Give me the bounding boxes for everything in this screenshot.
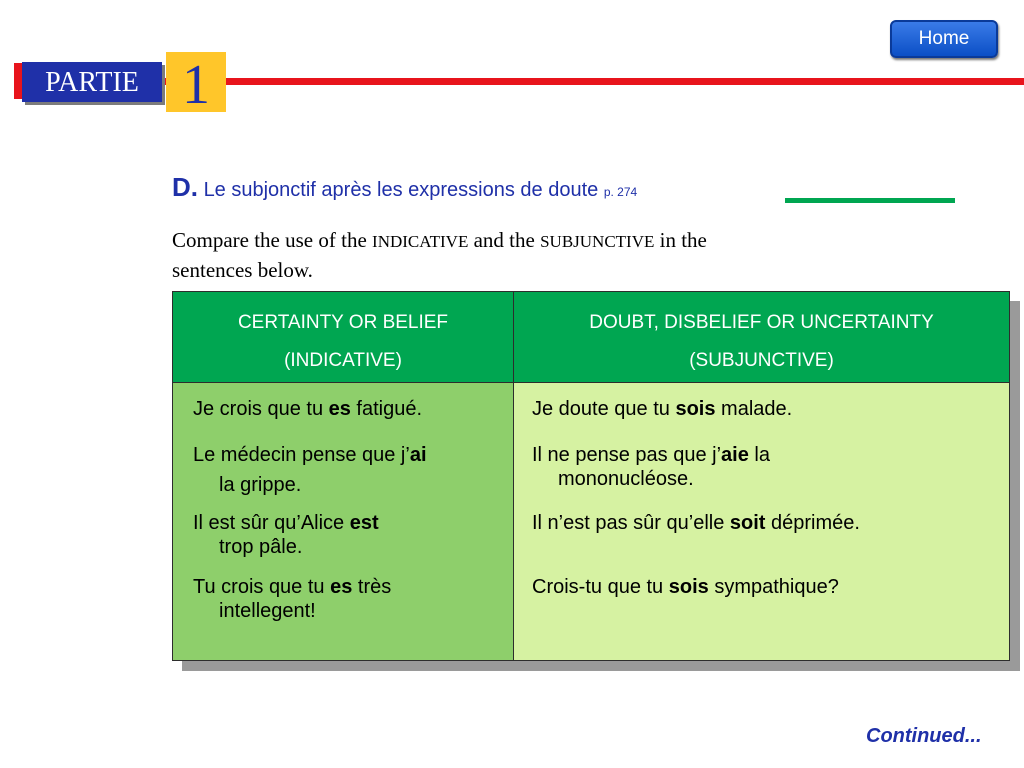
intro-part: and the xyxy=(468,228,541,252)
sentence-item: Il ne pense pas que j’aie la mononucléose. xyxy=(532,444,770,490)
sentence-item: Il est sûr qu’Alice est trop pâle. xyxy=(193,512,379,558)
header-doubt xyxy=(514,292,1009,383)
sentence-item: Je doute que tu sois malade. xyxy=(532,398,793,420)
partie-label: PARTIE xyxy=(45,67,139,98)
partie-number: 1 xyxy=(166,52,226,112)
sentence-item: Je crois que tu es fatigué. xyxy=(193,398,423,420)
page-reference: p. 274 xyxy=(603,185,638,199)
sentence-item: Il n’est pas sûr qu’elle soit déprimée. xyxy=(532,512,860,534)
sentence-continuation: la grippe. xyxy=(219,474,302,496)
verb: sois xyxy=(668,576,709,598)
sentence-continuation: trop pâle. xyxy=(219,536,303,558)
sentence-item: Le médecin pense que j’ai la grippe. xyxy=(193,444,427,496)
header-line: (SUBJUNCTIVE) xyxy=(689,350,834,371)
section-title xyxy=(172,172,637,203)
sentence-item: Tu crois que tu es très intellegent! xyxy=(193,576,392,622)
sentence-continuation: intellegent! xyxy=(219,600,316,622)
home-button[interactable]: Home xyxy=(890,20,998,58)
verb: ai xyxy=(409,444,427,466)
header-red-rule-end xyxy=(14,63,22,99)
intro-indicative: INDICATIVE xyxy=(372,232,469,251)
intro-part: sentences below. xyxy=(172,258,313,282)
verb: es xyxy=(330,576,353,598)
intro-subjunctive: SUBJUNCTIVE xyxy=(540,232,655,251)
comparison-table xyxy=(172,291,1010,661)
continued-link[interactable]: Continued... xyxy=(866,725,982,747)
verb: est xyxy=(349,512,379,534)
fill-in-blank-line xyxy=(785,198,955,203)
sentence-item: Crois-tu que tu sois sympathique? xyxy=(532,576,839,598)
section-letter: D. xyxy=(172,172,198,202)
header-line: DOUBT, DISBELIEF OR UNCERTAINTY xyxy=(589,312,934,333)
subjunctive-column xyxy=(514,383,1009,660)
intro-text xyxy=(172,226,872,285)
verb: sois xyxy=(675,398,716,420)
verb: es xyxy=(328,398,351,420)
indicative-column xyxy=(173,383,514,660)
header-certainty xyxy=(173,292,514,383)
sentence-continuation: mononucléose. xyxy=(558,468,694,490)
header-line: (INDICATIVE) xyxy=(284,350,402,371)
intro-part: in the xyxy=(654,228,707,252)
intro-part: Compare the use of the xyxy=(172,228,373,252)
section-title-text: Le subjonctif après les expressions de doute xyxy=(203,179,599,201)
verb: soit xyxy=(729,512,766,534)
verb: aie xyxy=(721,444,749,466)
header-line: CERTAINTY OR BELIEF xyxy=(237,312,449,333)
